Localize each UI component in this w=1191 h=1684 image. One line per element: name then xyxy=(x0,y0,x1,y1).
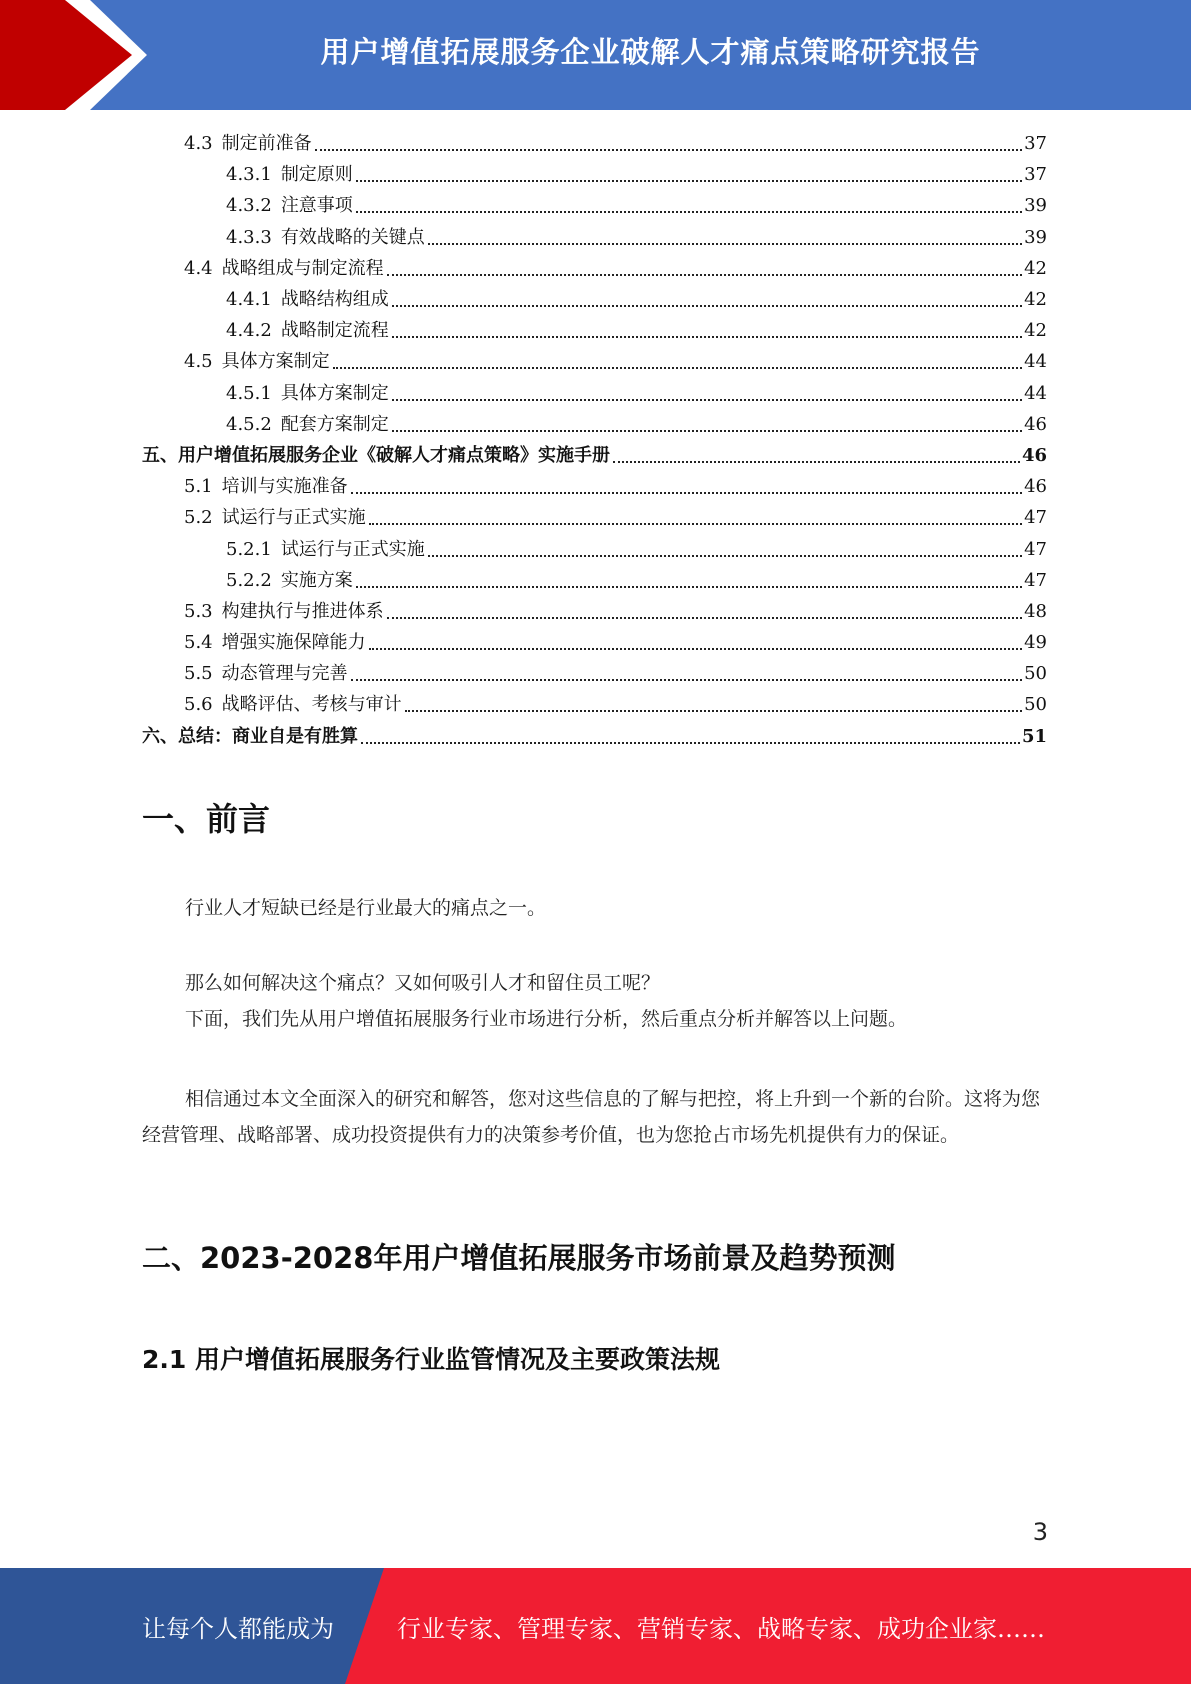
toc-dot-leader xyxy=(392,335,1022,338)
toc-entry-number: 4.3.3 xyxy=(226,226,272,248)
toc-entry-page: 49 xyxy=(1024,632,1047,654)
toc-entry-number: 5.2.1 xyxy=(226,538,272,560)
toc-dot-leader xyxy=(428,242,1022,245)
toc-entry-label: 制定原则 xyxy=(280,164,353,186)
toc-entry[interactable] xyxy=(142,689,1047,720)
page-number: 3 xyxy=(1032,1518,1048,1546)
toc-entry-page: 46 xyxy=(1024,413,1047,435)
toc-entry[interactable] xyxy=(142,409,1047,440)
toc-entry[interactable] xyxy=(142,440,1047,471)
toc-entry-page: 51 xyxy=(1021,725,1047,747)
toc-entry[interactable] xyxy=(142,315,1047,346)
toc-entry[interactable] xyxy=(142,596,1047,627)
toc-entry-label: 试运行与正式实施 xyxy=(280,538,425,560)
paragraph: 相信通过本文全面深入的研究和解答，您对这些信息的了解与把控，将上升到一个新的台阶。这将为您经营管理、战略部署、成功投资提供有力的决策参考价值，也为您抢占市场先机提供有力的保证。 xyxy=(142,1088,1041,1146)
toc-dot-leader xyxy=(392,304,1022,307)
toc-entry[interactable] xyxy=(142,721,1047,752)
footer-slogan-left: 让每个人都能成为 xyxy=(142,1614,334,1643)
toc-dot-leader xyxy=(392,398,1022,401)
toc-entry-number: 4.5.2 xyxy=(226,413,272,435)
toc-dot-leader xyxy=(315,148,1022,151)
toc-entry-number: 4.3 xyxy=(184,133,213,155)
toc-entry-number: 5.6 xyxy=(184,694,213,716)
section-heading-preface: 一、前言 xyxy=(142,800,271,838)
toc-dot-leader xyxy=(392,429,1022,432)
toc-entry-number: 4.4 xyxy=(184,257,213,279)
toc-entry-page: 44 xyxy=(1024,382,1047,404)
toc-entry-page: 47 xyxy=(1024,507,1047,529)
toc-entry[interactable] xyxy=(142,284,1047,315)
toc-dot-leader xyxy=(369,647,1022,650)
toc-entry-label: 培训与实施准备 xyxy=(221,476,348,498)
toc-dot-leader xyxy=(333,366,1022,369)
toc-entry-number: 5.5 xyxy=(184,663,213,685)
subsection-heading: 2.1 用户增值拓展服务行业监管情况及主要政策法规 xyxy=(142,1345,720,1374)
toc-entry-label: 六、总结：商业自是有胜算 xyxy=(142,725,358,747)
toc-entry-label: 战略制定流程 xyxy=(280,320,389,342)
table-of-contents xyxy=(142,128,1047,752)
page-header xyxy=(0,0,1191,110)
toc-entry-page: 39 xyxy=(1024,195,1047,217)
toc-dot-leader xyxy=(356,585,1022,588)
toc-entry-label: 配套方案制定 xyxy=(280,413,389,435)
toc-entry-number: 5.2 xyxy=(184,507,213,529)
toc-entry-page: 47 xyxy=(1024,569,1047,591)
toc-entry-label: 战略评估、考核与审计 xyxy=(221,694,402,716)
report-title: 用户增值拓展服务企业破解人才痛点策略研究报告 xyxy=(320,34,981,69)
section-heading-market-outlook: 二、2023-2028年用户增值拓展服务市场前景及趋势预测 xyxy=(142,1241,896,1275)
toc-dot-leader xyxy=(361,741,1020,744)
toc-entry-page: 50 xyxy=(1024,694,1047,716)
paragraph: 下面，我们先从用户增值拓展服务行业市场进行分析，然后重点分析并解答以上问题。 xyxy=(185,1008,908,1030)
toc-dot-leader xyxy=(351,678,1022,681)
toc-entry-label: 动态管理与完善 xyxy=(221,663,348,685)
toc-entry-label: 有效战略的关键点 xyxy=(280,226,425,248)
toc-entry-label: 构建执行与推进体系 xyxy=(221,600,384,622)
toc-entry-number: 4.5 xyxy=(184,351,213,373)
toc-dot-leader xyxy=(351,491,1022,494)
toc-entry-number: 4.3.1 xyxy=(226,164,272,186)
toc-entry[interactable] xyxy=(142,658,1047,689)
toc-entry[interactable] xyxy=(142,128,1047,159)
toc-entry-page: 37 xyxy=(1024,164,1047,186)
toc-entry-number: 5.1 xyxy=(184,476,213,498)
toc-entry-page: 47 xyxy=(1024,538,1047,560)
toc-dot-leader xyxy=(369,522,1022,525)
toc-dot-leader xyxy=(405,709,1022,712)
toc-entry-page: 42 xyxy=(1024,257,1047,279)
toc-entry-page: 48 xyxy=(1024,600,1047,622)
toc-entry-label: 试运行与正式实施 xyxy=(221,507,366,529)
paragraph: 行业人才短缺已经是行业最大的痛点之一。 xyxy=(185,897,547,919)
toc-entry-page: 44 xyxy=(1024,351,1047,373)
page-footer xyxy=(0,1568,1191,1684)
toc-entry[interactable] xyxy=(142,346,1047,377)
toc-entry-label: 具体方案制定 xyxy=(280,382,389,404)
toc-entry-page: 50 xyxy=(1024,663,1047,685)
toc-dot-leader xyxy=(387,616,1022,619)
toc-dot-leader xyxy=(356,210,1022,213)
toc-dot-leader xyxy=(428,554,1022,557)
toc-entry[interactable] xyxy=(142,533,1047,564)
toc-entry-label: 增强实施保障能力 xyxy=(221,632,366,654)
toc-entry-page: 37 xyxy=(1024,133,1047,155)
toc-entry-number: 4.5.1 xyxy=(226,382,272,404)
toc-entry[interactable] xyxy=(142,502,1047,533)
toc-entry-label: 实施方案 xyxy=(280,569,353,591)
toc-entry-label: 战略结构组成 xyxy=(280,289,389,311)
footer-slogan-right: 行业专家、管理专家、营销专家、战略专家、成功企业家…… xyxy=(397,1614,1045,1643)
toc-dot-leader xyxy=(613,460,1020,463)
toc-entry-number: 5.3 xyxy=(184,600,213,622)
toc-entry-number: 4.3.2 xyxy=(226,195,272,217)
toc-dot-leader xyxy=(387,273,1022,276)
toc-entry[interactable] xyxy=(142,565,1047,596)
toc-entry[interactable] xyxy=(142,378,1047,409)
toc-entry[interactable] xyxy=(142,159,1047,190)
toc-entry-number: 5.4 xyxy=(184,632,213,654)
toc-entry-page: 46 xyxy=(1024,476,1047,498)
toc-entry[interactable] xyxy=(142,627,1047,658)
toc-entry-label: 注意事项 xyxy=(280,195,353,217)
toc-entry[interactable] xyxy=(142,222,1047,253)
toc-entry-number: 5.2.2 xyxy=(226,569,272,591)
toc-entry-number: 4.4.2 xyxy=(226,320,272,342)
toc-entry-page: 42 xyxy=(1024,289,1047,311)
toc-entry-label: 战略组成与制定流程 xyxy=(221,257,384,279)
toc-dot-leader xyxy=(356,179,1022,182)
toc-entry[interactable] xyxy=(142,190,1047,221)
toc-entry-page: 46 xyxy=(1021,444,1047,466)
toc-entry[interactable] xyxy=(142,253,1047,284)
toc-entry[interactable] xyxy=(142,471,1047,502)
toc-entry-label: 五、用户增值拓展服务企业《破解人才痛点策略》实施手册 xyxy=(142,444,610,466)
toc-entry-page: 39 xyxy=(1024,226,1047,248)
paragraph: 那么如何解决这个痛点？又如何吸引人才和留住员工呢？ xyxy=(185,972,661,994)
toc-entry-label: 具体方案制定 xyxy=(221,351,330,373)
toc-entry-number: 4.4.1 xyxy=(226,289,272,311)
toc-entry-label: 制定前准备 xyxy=(221,133,312,155)
toc-entry-page: 42 xyxy=(1024,320,1047,342)
